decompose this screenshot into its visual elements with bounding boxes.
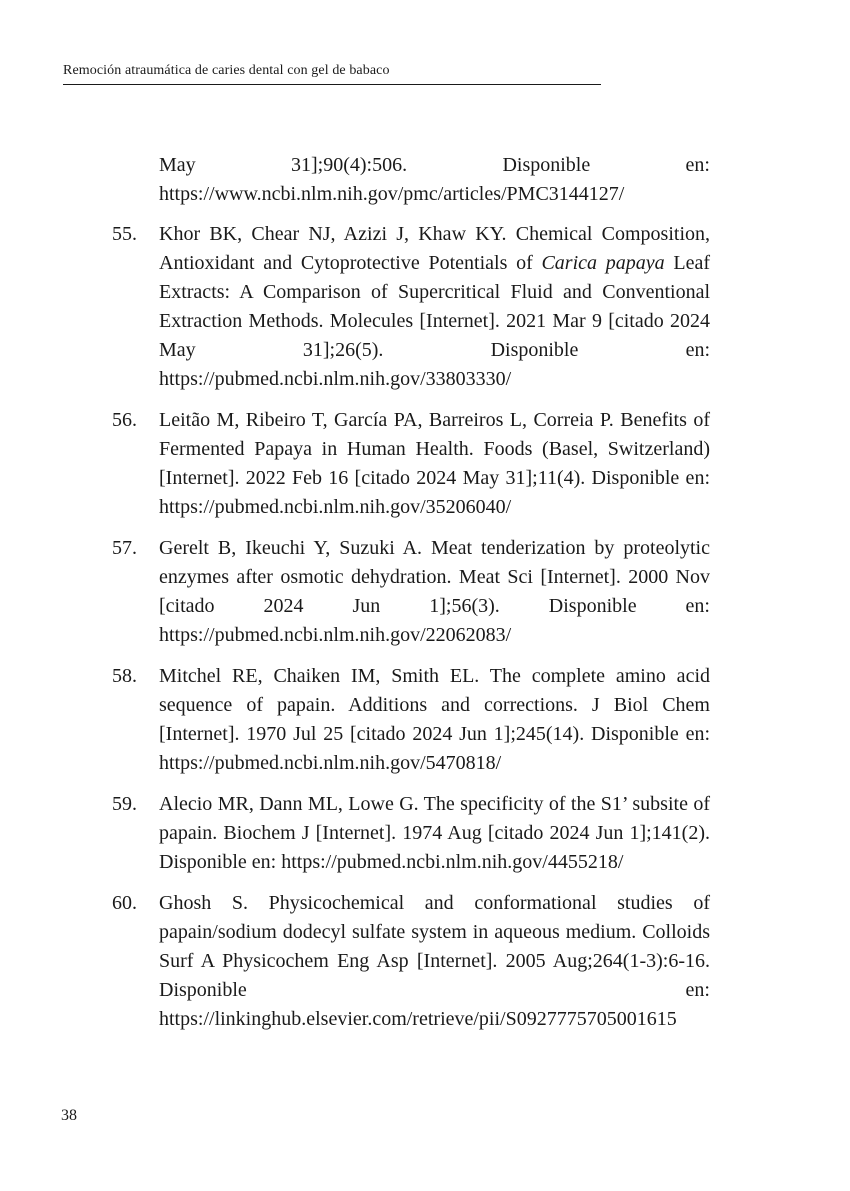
- reference-59: [112, 790, 710, 877]
- reference-56: [112, 406, 710, 522]
- reference-text: Ghosh S. Physicochemical and conformational studies of papain/sodium dodecyl sulfate system in aqueous medium. Colloids Surf A Physicochem Eng Asp [Internet]. 2005 Aug;264(1-3):6-16. Disponible en: https://linkinghub.elsevier.com/retrieve/pii/S0927775705001615: [159, 892, 710, 1030]
- reference-continuation: [112, 151, 710, 209]
- reference-57: [112, 534, 710, 650]
- reference-number: 55.: [112, 223, 137, 245]
- reference-55: [112, 220, 710, 394]
- reference-number: 57.: [112, 537, 137, 559]
- reference-text: Alecio MR, Dann ML, Lowe G. The specificity of the S1’ subsite of papain. Biochem J [Internet]. 1974 Aug [citado 2024 Jun 1];141(2). Disponible en: https://pubmed.ncbi.nlm.nih.gov/4455218/: [159, 793, 710, 873]
- running-header: [63, 62, 601, 85]
- reference-58: [112, 662, 710, 778]
- page-number: 38: [61, 1107, 77, 1124]
- reference-number: 56.: [112, 409, 137, 431]
- running-title: Remoción atraumática de caries dental con gel de babaco: [63, 63, 390, 78]
- species-name: Carica papaya: [541, 252, 665, 274]
- reference-list: [112, 151, 710, 1046]
- reference-text: Mitchel RE, Chaiken IM, Smith EL. The complete amino acid sequence of papain. Additions and corrections. J Biol Chem [Internet]. 1970 Jul 25 [citado 2024 Jun 1];245(14). Disponible en: https://pubmed.ncbi.nlm.nih.gov/5470818/: [159, 665, 710, 774]
- reference-text: Leitão M, Ribeiro T, García PA, Barreiros L, Correia P. Benefits of Fermented Papaya in Human Health. Foods (Basel, Switzerland) [Internet]. 2022 Feb 16 [citado 2024 May 31];11(4). Disponible en: https://pubmed.ncbi.nlm.nih.gov/35206040/: [159, 409, 710, 518]
- reference-number: 59.: [112, 793, 137, 815]
- reference-number: 58.: [112, 665, 137, 687]
- reference-60: [112, 889, 710, 1034]
- reference-number: 60.: [112, 892, 137, 914]
- reference-text: May 31];90(4):506. Disponible en: https://www.ncbi.nlm.nih.gov/pmc/articles/PMC3144127/: [159, 154, 710, 205]
- reference-text: Gerelt B, Ikeuchi Y, Suzuki A. Meat tenderization by proteolytic enzymes after osmotic dehydration. Meat Sci [Internet]. 2000 Nov [citado 2024 Jun 1];56(3). Disponible en: https://pubmed.ncbi.nlm.nih.gov/22062083/: [159, 537, 710, 646]
- reference-text: Khor BK, Chear NJ, Azizi J, Khaw KY. Chemical Composition, Antioxidant and Cytoprotective Potentials of Carica papaya Leaf Extracts: A Comparison of Supercritical Fluid and Conventional Extraction Methods. Molecules [Internet]. 2021 Mar 9 [citado 2024 May 31];26(5). Disponible en: https://pubmed.ncbi.nlm.nih.gov/33803330/: [159, 223, 710, 390]
